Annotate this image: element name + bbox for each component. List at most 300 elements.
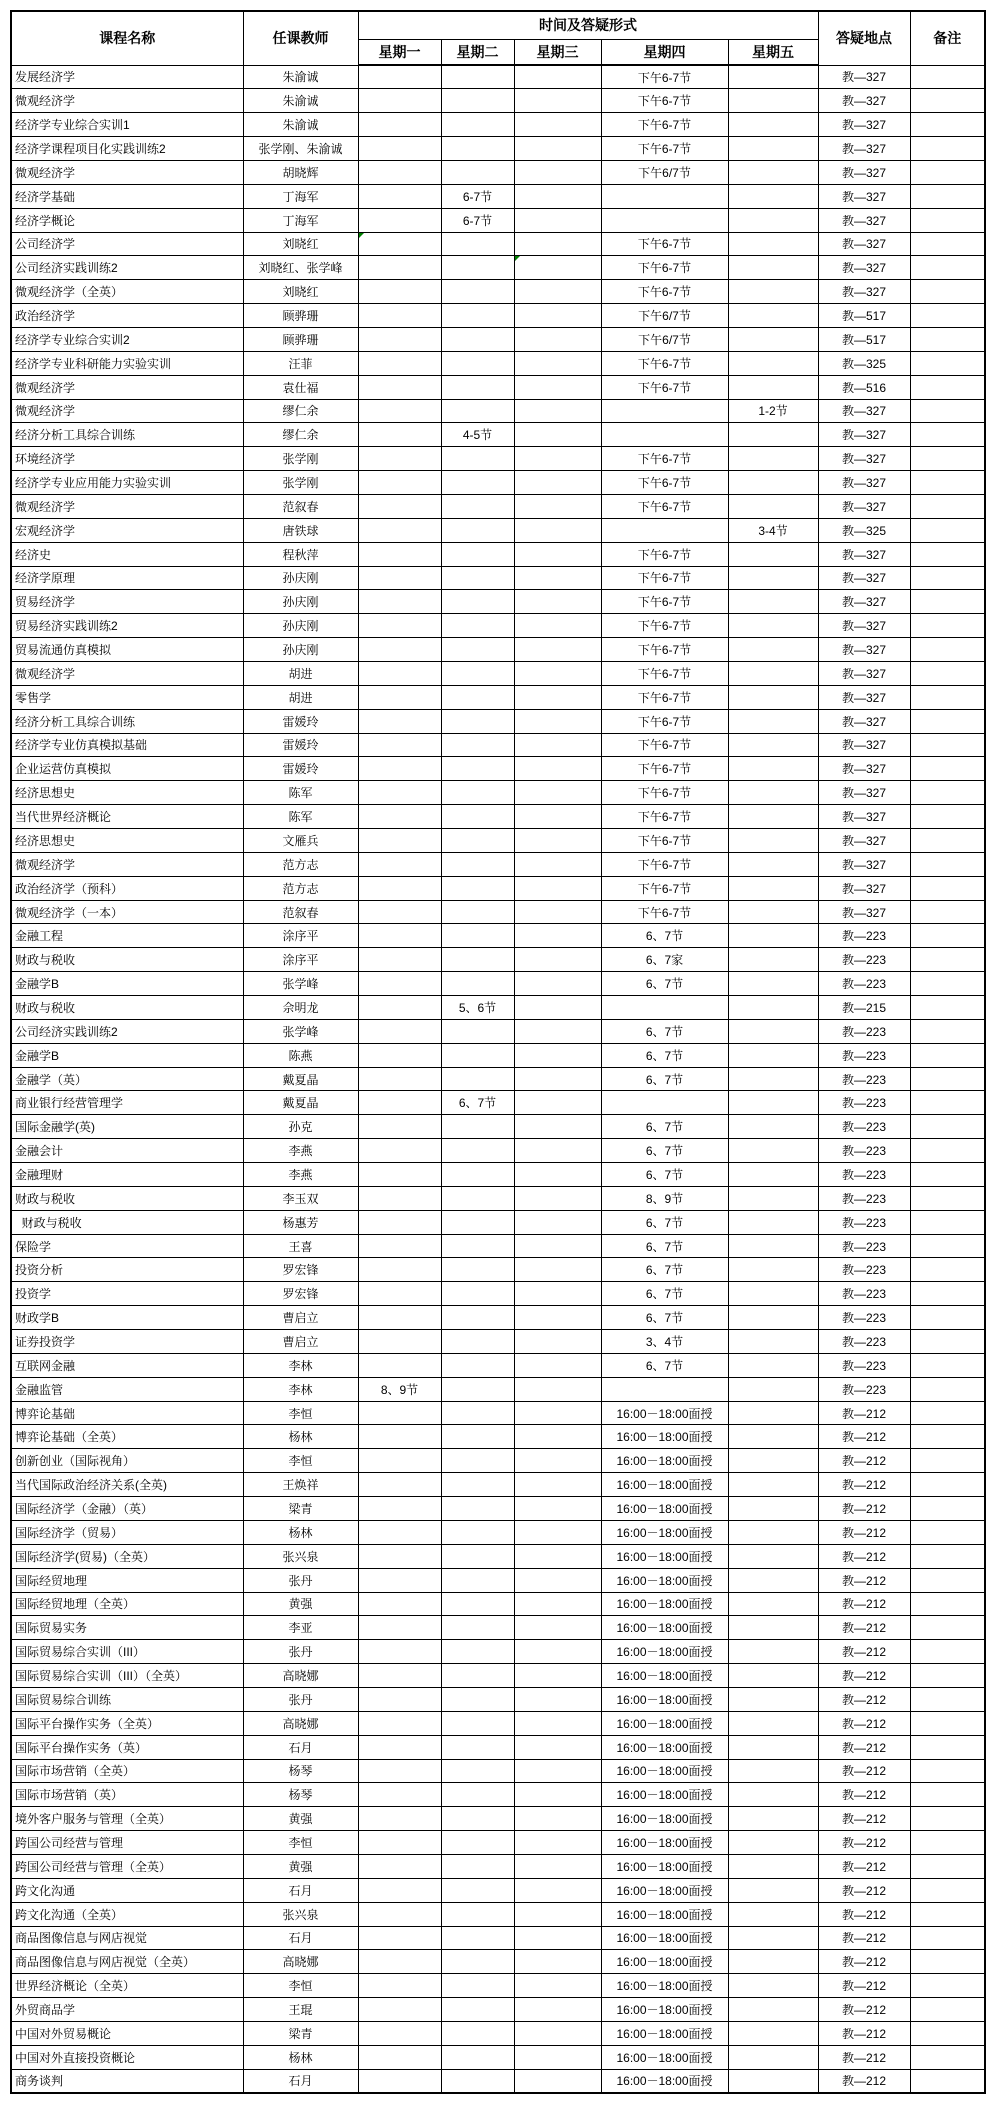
day-thursday-cell[interactable]: 16:00－18:00面授	[601, 1592, 728, 1616]
day-friday-cell[interactable]	[728, 1234, 818, 1258]
course-cell[interactable]: 经济学专业应用能力实验实训	[11, 471, 243, 495]
day-wednesday-cell[interactable]	[514, 1377, 601, 1401]
course-cell[interactable]: 中国对外直接投资概论	[11, 2045, 243, 2069]
day-thursday-cell[interactable]: 16:00－18:00面授	[601, 1807, 728, 1831]
day-friday-cell[interactable]	[728, 1186, 818, 1210]
day-wednesday-cell[interactable]	[514, 1139, 601, 1163]
day-friday-cell[interactable]	[728, 423, 818, 447]
teacher-cell[interactable]: 胡进	[243, 685, 358, 709]
course-cell[interactable]: 金融监管	[11, 1377, 243, 1401]
teacher-cell[interactable]: 李燕	[243, 1139, 358, 1163]
day-friday-cell[interactable]	[728, 542, 818, 566]
remark-cell[interactable]	[910, 805, 985, 829]
day-thursday-cell[interactable]: 下午6-7节	[601, 661, 728, 685]
day-friday-cell[interactable]	[728, 1735, 818, 1759]
qa-location-cell[interactable]: 教—212	[818, 1664, 910, 1688]
day-tuesday-cell[interactable]	[441, 1735, 514, 1759]
course-cell[interactable]: 经济学专业综合实训2	[11, 327, 243, 351]
teacher-cell[interactable]: 李恒	[243, 1401, 358, 1425]
day-thursday-cell[interactable]: 下午6-7节	[601, 566, 728, 590]
course-cell[interactable]: 跨文化沟通	[11, 1878, 243, 1902]
qa-location-cell[interactable]: 教—212	[818, 2045, 910, 2069]
day-tuesday-cell[interactable]	[441, 972, 514, 996]
remark-cell[interactable]	[910, 232, 985, 256]
teacher-cell[interactable]: 张学刚	[243, 471, 358, 495]
day-wednesday-cell[interactable]	[514, 1974, 601, 1998]
qa-location-cell[interactable]: 教—212	[818, 1807, 910, 1831]
teacher-cell[interactable]: 杨林	[243, 2045, 358, 2069]
day-friday-cell[interactable]	[728, 1497, 818, 1521]
day-friday-cell[interactable]	[728, 1568, 818, 1592]
day-tuesday-cell[interactable]	[441, 1425, 514, 1449]
teacher-cell[interactable]: 范方志	[243, 876, 358, 900]
day-monday-cell[interactable]	[358, 1544, 441, 1568]
teacher-cell[interactable]: 涂序平	[243, 948, 358, 972]
qa-location-cell[interactable]: 教—327	[818, 113, 910, 137]
qa-location-cell[interactable]: 教—517	[818, 327, 910, 351]
day-wednesday-cell[interactable]	[514, 137, 601, 161]
day-wednesday-cell[interactable]	[514, 1258, 601, 1282]
remark-cell[interactable]	[910, 781, 985, 805]
day-monday-cell[interactable]	[358, 89, 441, 113]
remark-cell[interactable]	[910, 1330, 985, 1354]
day-friday-cell[interactable]	[728, 1115, 818, 1139]
day-friday-cell[interactable]	[728, 1783, 818, 1807]
remark-cell[interactable]	[910, 1043, 985, 1067]
remark-cell[interactable]	[910, 375, 985, 399]
teacher-cell[interactable]: 李恒	[243, 1831, 358, 1855]
remark-cell[interactable]	[910, 566, 985, 590]
course-cell[interactable]: 金融学（英）	[11, 1067, 243, 1091]
qa-location-cell[interactable]: 教—212	[818, 1425, 910, 1449]
teacher-cell[interactable]: 王琨	[243, 1998, 358, 2022]
teacher-cell[interactable]: 顾骅珊	[243, 327, 358, 351]
day-monday-cell[interactable]	[358, 351, 441, 375]
teacher-cell[interactable]: 石月	[243, 2069, 358, 2093]
day-monday-cell[interactable]	[358, 1974, 441, 1998]
qa-location-cell[interactable]: 教—212	[818, 1401, 910, 1425]
day-wednesday-cell[interactable]	[514, 518, 601, 542]
day-tuesday-cell[interactable]	[441, 1163, 514, 1187]
remark-cell[interactable]	[910, 542, 985, 566]
day-thursday-cell[interactable]: 6、7节	[601, 972, 728, 996]
day-monday-cell[interactable]	[358, 2021, 441, 2045]
remark-cell[interactable]	[910, 1974, 985, 1998]
day-tuesday-cell[interactable]	[441, 375, 514, 399]
remark-cell[interactable]	[910, 1998, 985, 2022]
day-friday-cell[interactable]	[728, 327, 818, 351]
course-cell[interactable]: 商业银行经营管理学	[11, 1091, 243, 1115]
qa-location-cell[interactable]: 教—327	[818, 137, 910, 161]
day-thursday-cell[interactable]: 下午6-7节	[601, 900, 728, 924]
day-monday-cell[interactable]	[358, 1139, 441, 1163]
teacher-cell[interactable]: 李玉双	[243, 1186, 358, 1210]
day-monday-cell[interactable]	[358, 494, 441, 518]
qa-location-cell[interactable]: 教—327	[818, 757, 910, 781]
day-tuesday-cell[interactable]	[441, 1807, 514, 1831]
course-cell[interactable]: 商务谈判	[11, 2069, 243, 2093]
remark-cell[interactable]	[910, 1067, 985, 1091]
teacher-cell[interactable]: 胡进	[243, 661, 358, 685]
day-tuesday-cell[interactable]	[441, 1831, 514, 1855]
day-friday-cell[interactable]	[728, 1401, 818, 1425]
day-thursday-cell[interactable]: 6、7节	[601, 1163, 728, 1187]
day-monday-cell[interactable]	[358, 1043, 441, 1067]
remark-cell[interactable]	[910, 876, 985, 900]
teacher-cell[interactable]: 王焕祥	[243, 1473, 358, 1497]
day-friday-cell[interactable]	[728, 1854, 818, 1878]
course-cell[interactable]: 财政与税收	[11, 948, 243, 972]
day-thursday-cell[interactable]: 8、9节	[601, 1186, 728, 1210]
day-tuesday-cell[interactable]	[441, 137, 514, 161]
day-friday-cell[interactable]	[728, 351, 818, 375]
day-friday-cell[interactable]	[728, 1878, 818, 1902]
course-cell[interactable]: 经济学专业科研能力实验实训	[11, 351, 243, 375]
day-wednesday-cell[interactable]	[514, 1520, 601, 1544]
day-tuesday-cell[interactable]	[441, 327, 514, 351]
course-cell[interactable]: 经济学原理	[11, 566, 243, 590]
course-cell[interactable]: 国际贸易综合实训（III）（全英）	[11, 1664, 243, 1688]
day-monday-cell[interactable]	[358, 1950, 441, 1974]
teacher-cell[interactable]: 丁海军	[243, 184, 358, 208]
day-monday-cell[interactable]	[358, 638, 441, 662]
teacher-cell[interactable]: 程秋萍	[243, 542, 358, 566]
day-friday-cell[interactable]	[728, 1807, 818, 1831]
course-cell[interactable]: 金融工程	[11, 924, 243, 948]
day-tuesday-cell[interactable]	[441, 1139, 514, 1163]
day-monday-cell[interactable]	[358, 1019, 441, 1043]
teacher-cell[interactable]: 罗宏锋	[243, 1282, 358, 1306]
day-friday-cell[interactable]	[728, 566, 818, 590]
course-cell[interactable]: 微观经济学（全英）	[11, 280, 243, 304]
course-cell[interactable]: 国际贸易综合实训（III）	[11, 1640, 243, 1664]
teacher-cell[interactable]: 文雁兵	[243, 829, 358, 853]
remark-cell[interactable]	[910, 1783, 985, 1807]
day-thursday-cell[interactable]: 16:00－18:00面授	[601, 2045, 728, 2069]
day-thursday-cell[interactable]: 下午6/7节	[601, 304, 728, 328]
day-tuesday-cell[interactable]	[441, 1711, 514, 1735]
day-friday-cell[interactable]	[728, 1330, 818, 1354]
course-cell[interactable]: 财政学B	[11, 1306, 243, 1330]
day-friday-cell[interactable]	[728, 1926, 818, 1950]
day-friday-cell[interactable]	[728, 1425, 818, 1449]
day-tuesday-cell[interactable]	[441, 1234, 514, 1258]
day-tuesday-cell[interactable]	[441, 661, 514, 685]
remark-cell[interactable]	[910, 2069, 985, 2093]
day-wednesday-cell[interactable]	[514, 924, 601, 948]
day-monday-cell[interactable]	[358, 996, 441, 1020]
day-thursday-cell[interactable]: 6、7节	[601, 1139, 728, 1163]
qa-location-cell[interactable]: 教—327	[818, 805, 910, 829]
remark-cell[interactable]	[910, 2045, 985, 2069]
day-friday-cell[interactable]	[728, 256, 818, 280]
course-cell[interactable]: 互联网金融	[11, 1353, 243, 1377]
day-wednesday-cell[interactable]	[514, 1687, 601, 1711]
course-cell[interactable]: 国际经贸地理（全英）	[11, 1592, 243, 1616]
day-tuesday-cell[interactable]	[441, 1043, 514, 1067]
day-wednesday-cell[interactable]	[514, 208, 601, 232]
remark-cell[interactable]	[910, 518, 985, 542]
day-wednesday-cell[interactable]	[514, 829, 601, 853]
day-thursday-cell[interactable]: 6、7节	[601, 1043, 728, 1067]
day-monday-cell[interactable]	[358, 1592, 441, 1616]
day-monday-cell[interactable]	[358, 614, 441, 638]
remark-cell[interactable]	[910, 1019, 985, 1043]
remark-cell[interactable]	[910, 1520, 985, 1544]
day-monday-cell[interactable]	[358, 1186, 441, 1210]
day-tuesday-cell[interactable]	[441, 304, 514, 328]
remark-cell[interactable]	[910, 89, 985, 113]
remark-cell[interactable]	[910, 1592, 985, 1616]
day-monday-cell[interactable]	[358, 1210, 441, 1234]
day-monday-cell[interactable]	[358, 280, 441, 304]
teacher-cell[interactable]: 缪仁余	[243, 399, 358, 423]
day-friday-cell[interactable]	[728, 1544, 818, 1568]
day-thursday-cell[interactable]: 下午6/7节	[601, 327, 728, 351]
course-cell[interactable]: 境外客户服务与管理（全英）	[11, 1807, 243, 1831]
day-monday-cell[interactable]	[358, 160, 441, 184]
day-wednesday-cell[interactable]	[514, 280, 601, 304]
remark-cell[interactable]	[910, 1544, 985, 1568]
day-friday-cell[interactable]	[728, 1902, 818, 1926]
remark-cell[interactable]	[910, 1473, 985, 1497]
day-tuesday-cell[interactable]	[441, 805, 514, 829]
course-cell[interactable]: 国际市场营销（全英）	[11, 1759, 243, 1783]
day-tuesday-cell[interactable]	[441, 542, 514, 566]
teacher-cell[interactable]: 张兴泉	[243, 1544, 358, 1568]
course-cell[interactable]: 世界经济概论（全英）	[11, 1974, 243, 1998]
remark-cell[interactable]	[910, 1401, 985, 1425]
day-friday-cell[interactable]: 3-4节	[728, 518, 818, 542]
day-monday-cell[interactable]	[358, 1353, 441, 1377]
day-monday-cell[interactable]	[358, 1711, 441, 1735]
day-thursday-cell[interactable]: 下午6-7节	[601, 280, 728, 304]
day-monday-cell[interactable]	[358, 1902, 441, 1926]
day-monday-cell[interactable]	[358, 829, 441, 853]
course-cell[interactable]: 微观经济学	[11, 852, 243, 876]
course-cell[interactable]: 金融会计	[11, 1139, 243, 1163]
qa-location-cell[interactable]: 教—327	[818, 900, 910, 924]
day-monday-cell[interactable]	[358, 566, 441, 590]
course-cell[interactable]: 金融学B	[11, 972, 243, 996]
remark-cell[interactable]	[910, 1664, 985, 1688]
qa-location-cell[interactable]: 教—212	[818, 1711, 910, 1735]
day-monday-cell[interactable]	[358, 852, 441, 876]
day-monday-cell[interactable]	[358, 948, 441, 972]
day-tuesday-cell[interactable]	[441, 1616, 514, 1640]
qa-location-cell[interactable]: 教—325	[818, 518, 910, 542]
day-tuesday-cell[interactable]: 6-7节	[441, 208, 514, 232]
day-wednesday-cell[interactable]	[514, 661, 601, 685]
remark-cell[interactable]	[910, 423, 985, 447]
day-monday-cell[interactable]	[358, 709, 441, 733]
day-thursday-cell[interactable]: 6、7节	[601, 1019, 728, 1043]
teacher-cell[interactable]: 梁青	[243, 1497, 358, 1521]
qa-location-cell[interactable]: 教—212	[818, 1640, 910, 1664]
day-thursday-cell[interactable]: 下午6-7节	[601, 852, 728, 876]
col-header-course-name[interactable]: 课程名称	[11, 11, 243, 65]
qa-location-cell[interactable]: 教—327	[818, 852, 910, 876]
day-thursday-cell[interactable]: 6、7节	[601, 1234, 728, 1258]
course-cell[interactable]: 宏观经济学	[11, 518, 243, 542]
day-friday-cell[interactable]	[728, 208, 818, 232]
qa-location-cell[interactable]: 教—327	[818, 256, 910, 280]
day-tuesday-cell[interactable]	[441, 1854, 514, 1878]
remark-cell[interactable]	[910, 1425, 985, 1449]
day-monday-cell[interactable]: 8、9节	[358, 1377, 441, 1401]
day-tuesday-cell[interactable]	[441, 948, 514, 972]
qa-location-cell[interactable]: 教—212	[818, 1902, 910, 1926]
qa-location-cell[interactable]: 教—327	[818, 829, 910, 853]
day-thursday-cell[interactable]: 16:00－18:00面授	[601, 1687, 728, 1711]
day-monday-cell[interactable]	[358, 1425, 441, 1449]
day-monday-cell[interactable]	[358, 256, 441, 280]
day-tuesday-cell[interactable]	[441, 781, 514, 805]
teacher-cell[interactable]: 缪仁余	[243, 423, 358, 447]
teacher-cell[interactable]: 梁青	[243, 2021, 358, 2045]
qa-location-cell[interactable]: 教—327	[818, 232, 910, 256]
day-thursday-cell[interactable]: 6、7节	[601, 1258, 728, 1282]
remark-cell[interactable]	[910, 1210, 985, 1234]
day-thursday-cell[interactable]: 下午6-7节	[601, 447, 728, 471]
course-cell[interactable]: 国际金融学(英)	[11, 1115, 243, 1139]
day-monday-cell[interactable]	[358, 1568, 441, 1592]
course-cell[interactable]: 环境经济学	[11, 447, 243, 471]
day-friday-cell[interactable]	[728, 1664, 818, 1688]
remark-cell[interactable]	[910, 447, 985, 471]
teacher-cell[interactable]: 朱渝诚	[243, 89, 358, 113]
remark-cell[interactable]	[910, 113, 985, 137]
teacher-cell[interactable]: 杨林	[243, 1425, 358, 1449]
day-monday-cell[interactable]	[358, 1735, 441, 1759]
qa-location-cell[interactable]: 教—327	[818, 208, 910, 232]
remark-cell[interactable]	[910, 1759, 985, 1783]
remark-cell[interactable]	[910, 638, 985, 662]
day-wednesday-cell[interactable]	[514, 566, 601, 590]
qa-location-cell[interactable]: 教—223	[818, 1234, 910, 1258]
day-thursday-cell[interactable]: 6、7节	[601, 1067, 728, 1091]
course-cell[interactable]: 微观经济学	[11, 661, 243, 685]
day-friday-cell[interactable]	[728, 781, 818, 805]
qa-location-cell[interactable]: 教—327	[818, 89, 910, 113]
day-thursday-cell[interactable]: 下午6-7节	[601, 256, 728, 280]
day-wednesday-cell[interactable]	[514, 1115, 601, 1139]
course-cell[interactable]: 博弈论基础（全英）	[11, 1425, 243, 1449]
day-thursday-cell[interactable]: 下午6-7节	[601, 232, 728, 256]
day-tuesday-cell[interactable]: 6-7节	[441, 184, 514, 208]
qa-location-cell[interactable]: 教—212	[818, 2069, 910, 2093]
day-monday-cell[interactable]	[358, 1831, 441, 1855]
day-wednesday-cell[interactable]	[514, 1186, 601, 1210]
day-thursday-cell[interactable]: 16:00－18:00面授	[601, 1401, 728, 1425]
remark-cell[interactable]	[910, 399, 985, 423]
qa-location-cell[interactable]: 教—327	[818, 160, 910, 184]
teacher-cell[interactable]: 张学峰	[243, 1019, 358, 1043]
day-thursday-cell[interactable]: 下午6-7节	[601, 781, 728, 805]
day-thursday-cell[interactable]: 下午6-7节	[601, 137, 728, 161]
remark-cell[interactable]	[910, 1306, 985, 1330]
course-cell[interactable]: 公司经济实践训练2	[11, 256, 243, 280]
course-cell[interactable]: 经济学课程项目化实践训练2	[11, 137, 243, 161]
day-wednesday-cell[interactable]	[514, 2045, 601, 2069]
day-wednesday-cell[interactable]	[514, 900, 601, 924]
day-tuesday-cell[interactable]	[441, 590, 514, 614]
course-cell[interactable]: 国际平台操作实务（全英）	[11, 1711, 243, 1735]
qa-location-cell[interactable]: 教—327	[818, 542, 910, 566]
day-monday-cell[interactable]	[358, 113, 441, 137]
course-cell[interactable]: 公司经济实践训练2	[11, 1019, 243, 1043]
remark-cell[interactable]	[910, 137, 985, 161]
remark-cell[interactable]	[910, 1353, 985, 1377]
qa-location-cell[interactable]: 教—223	[818, 1258, 910, 1282]
day-thursday-cell[interactable]: 6、7节	[601, 1306, 728, 1330]
teacher-cell[interactable]: 杨琴	[243, 1783, 358, 1807]
day-friday-cell[interactable]	[728, 1353, 818, 1377]
day-friday-cell[interactable]	[728, 1640, 818, 1664]
day-monday-cell[interactable]	[358, 65, 441, 89]
day-friday-cell[interactable]	[728, 1592, 818, 1616]
day-tuesday-cell[interactable]	[441, 256, 514, 280]
remark-cell[interactable]	[910, 1854, 985, 1878]
course-cell[interactable]: 国际经贸地理	[11, 1568, 243, 1592]
day-friday-cell[interactable]	[728, 2069, 818, 2093]
qa-location-cell[interactable]: 教—212	[818, 1449, 910, 1473]
day-wednesday-cell[interactable]	[514, 1473, 601, 1497]
course-cell[interactable]: 微观经济学	[11, 375, 243, 399]
remark-cell[interactable]	[910, 972, 985, 996]
remark-cell[interactable]	[910, 1878, 985, 1902]
course-cell[interactable]: 财政与税收	[11, 1186, 243, 1210]
day-monday-cell[interactable]	[358, 1306, 441, 1330]
qa-location-cell[interactable]: 教—327	[818, 65, 910, 89]
day-monday-cell[interactable]	[358, 685, 441, 709]
day-thursday-cell[interactable]: 16:00－18:00面授	[601, 1878, 728, 1902]
remark-cell[interactable]	[910, 685, 985, 709]
day-wednesday-cell[interactable]	[514, 160, 601, 184]
day-wednesday-cell[interactable]	[514, 1449, 601, 1473]
day-thursday-cell[interactable]: 下午6-7节	[601, 590, 728, 614]
qa-location-cell[interactable]: 教—212	[818, 1926, 910, 1950]
day-wednesday-cell[interactable]	[514, 184, 601, 208]
qa-location-cell[interactable]: 教—327	[818, 447, 910, 471]
day-monday-cell[interactable]	[358, 1234, 441, 1258]
day-wednesday-cell[interactable]	[514, 327, 601, 351]
teacher-cell[interactable]: 李恒	[243, 1449, 358, 1473]
teacher-cell[interactable]: 陈燕	[243, 1043, 358, 1067]
remark-cell[interactable]	[910, 1258, 985, 1282]
day-wednesday-cell[interactable]	[514, 1664, 601, 1688]
qa-location-cell[interactable]: 教—212	[818, 1735, 910, 1759]
course-cell[interactable]: 公司经济学	[11, 232, 243, 256]
course-cell[interactable]: 创新创业（国际视角）	[11, 1449, 243, 1473]
teacher-cell[interactable]: 黄强	[243, 1807, 358, 1831]
day-wednesday-cell[interactable]	[514, 2021, 601, 2045]
day-thursday-cell[interactable]: 16:00－18:00面授	[601, 1425, 728, 1449]
day-tuesday-cell[interactable]	[441, 280, 514, 304]
qa-location-cell[interactable]: 教—212	[818, 1497, 910, 1521]
day-wednesday-cell[interactable]	[514, 1163, 601, 1187]
remark-cell[interactable]	[910, 1950, 985, 1974]
day-friday-cell[interactable]	[728, 113, 818, 137]
teacher-cell[interactable]: 朱渝诚	[243, 113, 358, 137]
remark-cell[interactable]	[910, 1807, 985, 1831]
day-tuesday-cell[interactable]	[441, 1067, 514, 1091]
remark-cell[interactable]	[910, 1282, 985, 1306]
qa-location-cell[interactable]: 教—212	[818, 1831, 910, 1855]
day-tuesday-cell[interactable]	[441, 1592, 514, 1616]
course-cell[interactable]: 国际贸易综合训练	[11, 1687, 243, 1711]
remark-cell[interactable]	[910, 1711, 985, 1735]
